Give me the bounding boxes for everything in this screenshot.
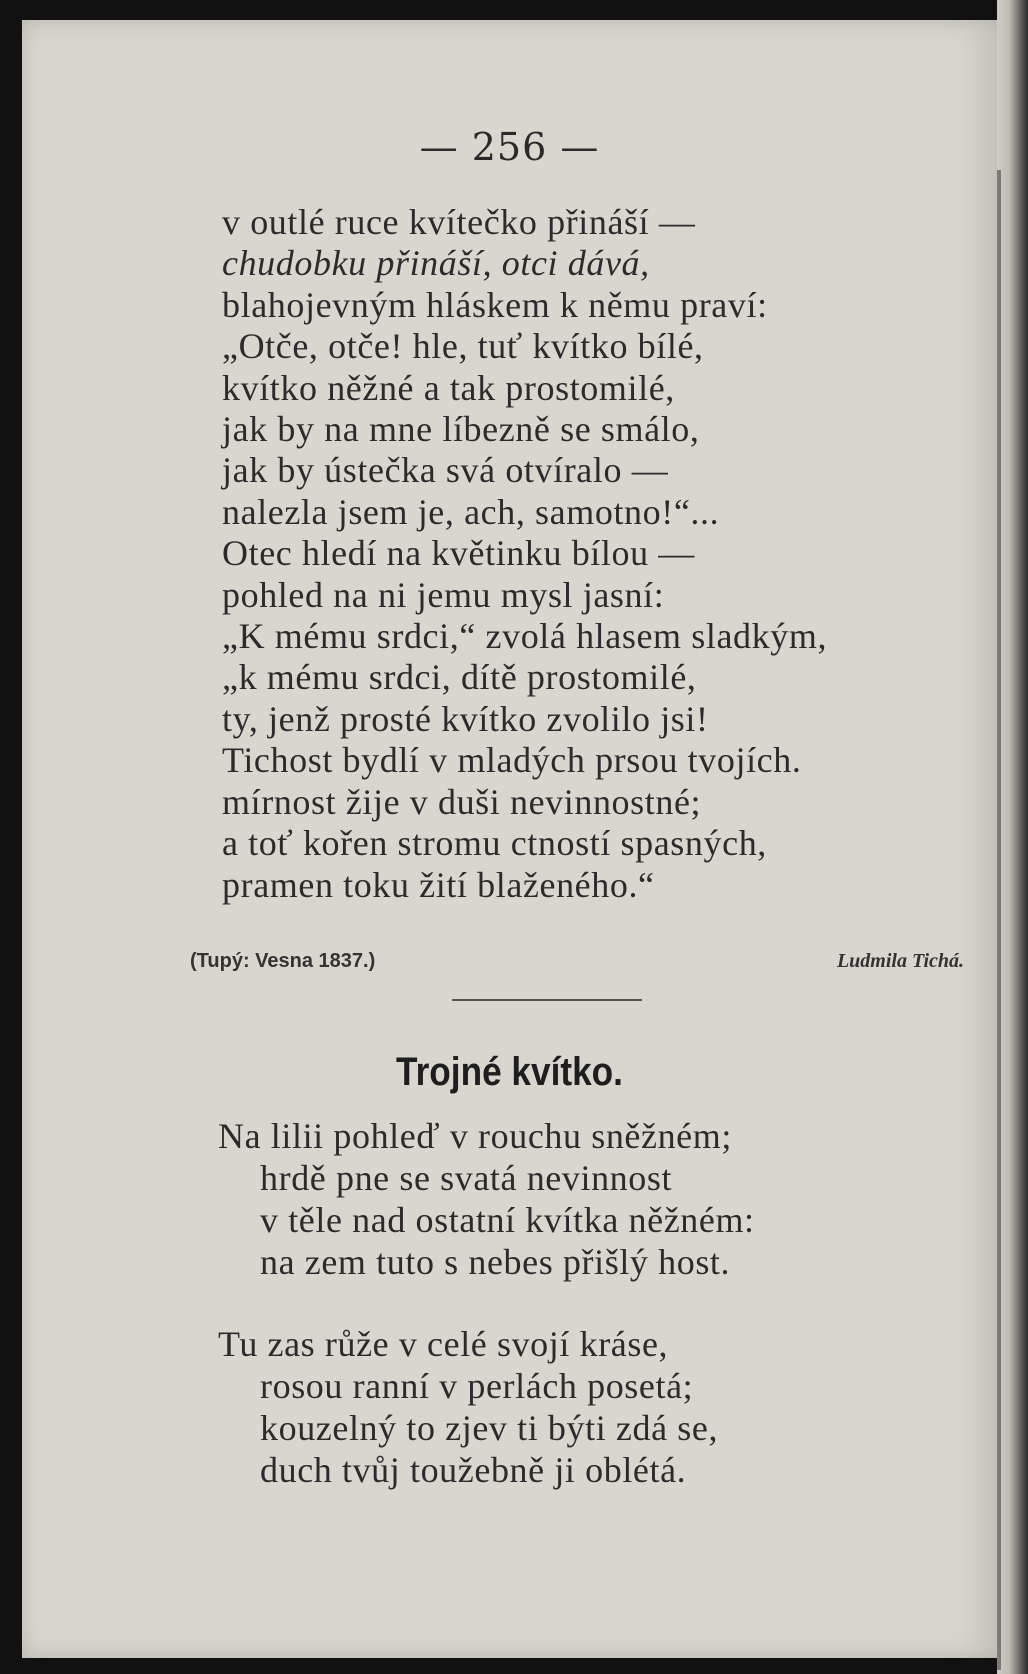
- poem-line: v těle nad ostatní kvítka něžném:: [260, 1200, 755, 1240]
- book-spine-edge: [997, 0, 1028, 1674]
- poem-line: Tu zas růže v celé svojí kráse,: [218, 1324, 669, 1364]
- poem-line: „Otče, otče! hle, tuť kvítko bílé,: [222, 326, 704, 367]
- poem-line: a toť kořen stromu ctností spasných,: [222, 823, 767, 864]
- poem-line: Otec hledí na květinku bílou —: [222, 533, 695, 574]
- source-citation: (Tupý: Vesna 1837.): [190, 950, 376, 972]
- poem-continuation: [222, 202, 962, 906]
- author-name: Ludmila Tichá.: [836, 950, 964, 972]
- poem-line: pramen toku žití blaženého.“: [222, 864, 655, 905]
- poem-line: jak by ústečka svá otvíralo —: [222, 450, 669, 491]
- poem-line: Tichost bydlí v mladých prsou tvojích.: [222, 740, 802, 781]
- poem-line: na zem tuto s nebes přišlý host.: [260, 1242, 731, 1282]
- poem-line: blahojevným hláskem k němu praví:: [222, 284, 768, 325]
- section-divider: [452, 999, 642, 1001]
- spine-shadow: [997, 170, 1001, 1670]
- stanza: [218, 1323, 958, 1491]
- attribution-row: [190, 950, 964, 980]
- poem-line: kouzelný to zjev ti býti zdá se,: [260, 1408, 719, 1448]
- poem-line: duch tvůj toužebně ji oblétá.: [260, 1450, 687, 1490]
- poem-line: Na lilii pohleď v rouchu sněžném;: [218, 1116, 732, 1156]
- poem-line: mírnost žije v duši nevinnostné;: [222, 781, 702, 822]
- poem-line: jak by na mne líbezně se smálo,: [222, 409, 700, 450]
- stanza: [218, 1115, 958, 1283]
- poem-title: Trojné kvítko.: [396, 1050, 623, 1094]
- poem-line: chudobku přináší, otci dává,: [222, 243, 650, 284]
- poem-line: kvítko něžné a tak prostomilé,: [222, 367, 675, 408]
- poem-trojne-kvitko: [218, 1115, 958, 1531]
- poem-line: „k mému srdci, dítě prostomilé,: [222, 657, 697, 698]
- poem-line: ty, jenž prosté kvítko zvolilo jsi!: [222, 698, 709, 739]
- poem-line: v outlé ruce kvítečko přináší —: [222, 202, 696, 242]
- poem-line: „K mému srdci,“ zvolá hlasem sladkým,: [222, 616, 828, 657]
- page-number: — 256 —: [419, 125, 600, 169]
- poem-line: rosou ranní v perlách posetá;: [260, 1366, 694, 1406]
- poem-line: hrdě pne se svatá nevinnost: [260, 1158, 673, 1198]
- book-page: [22, 20, 997, 1658]
- poem-line: nalezla jsem je, ach, samotno!“...: [222, 491, 720, 532]
- poem-line: pohled na ni jemu mysl jasní:: [222, 574, 665, 615]
